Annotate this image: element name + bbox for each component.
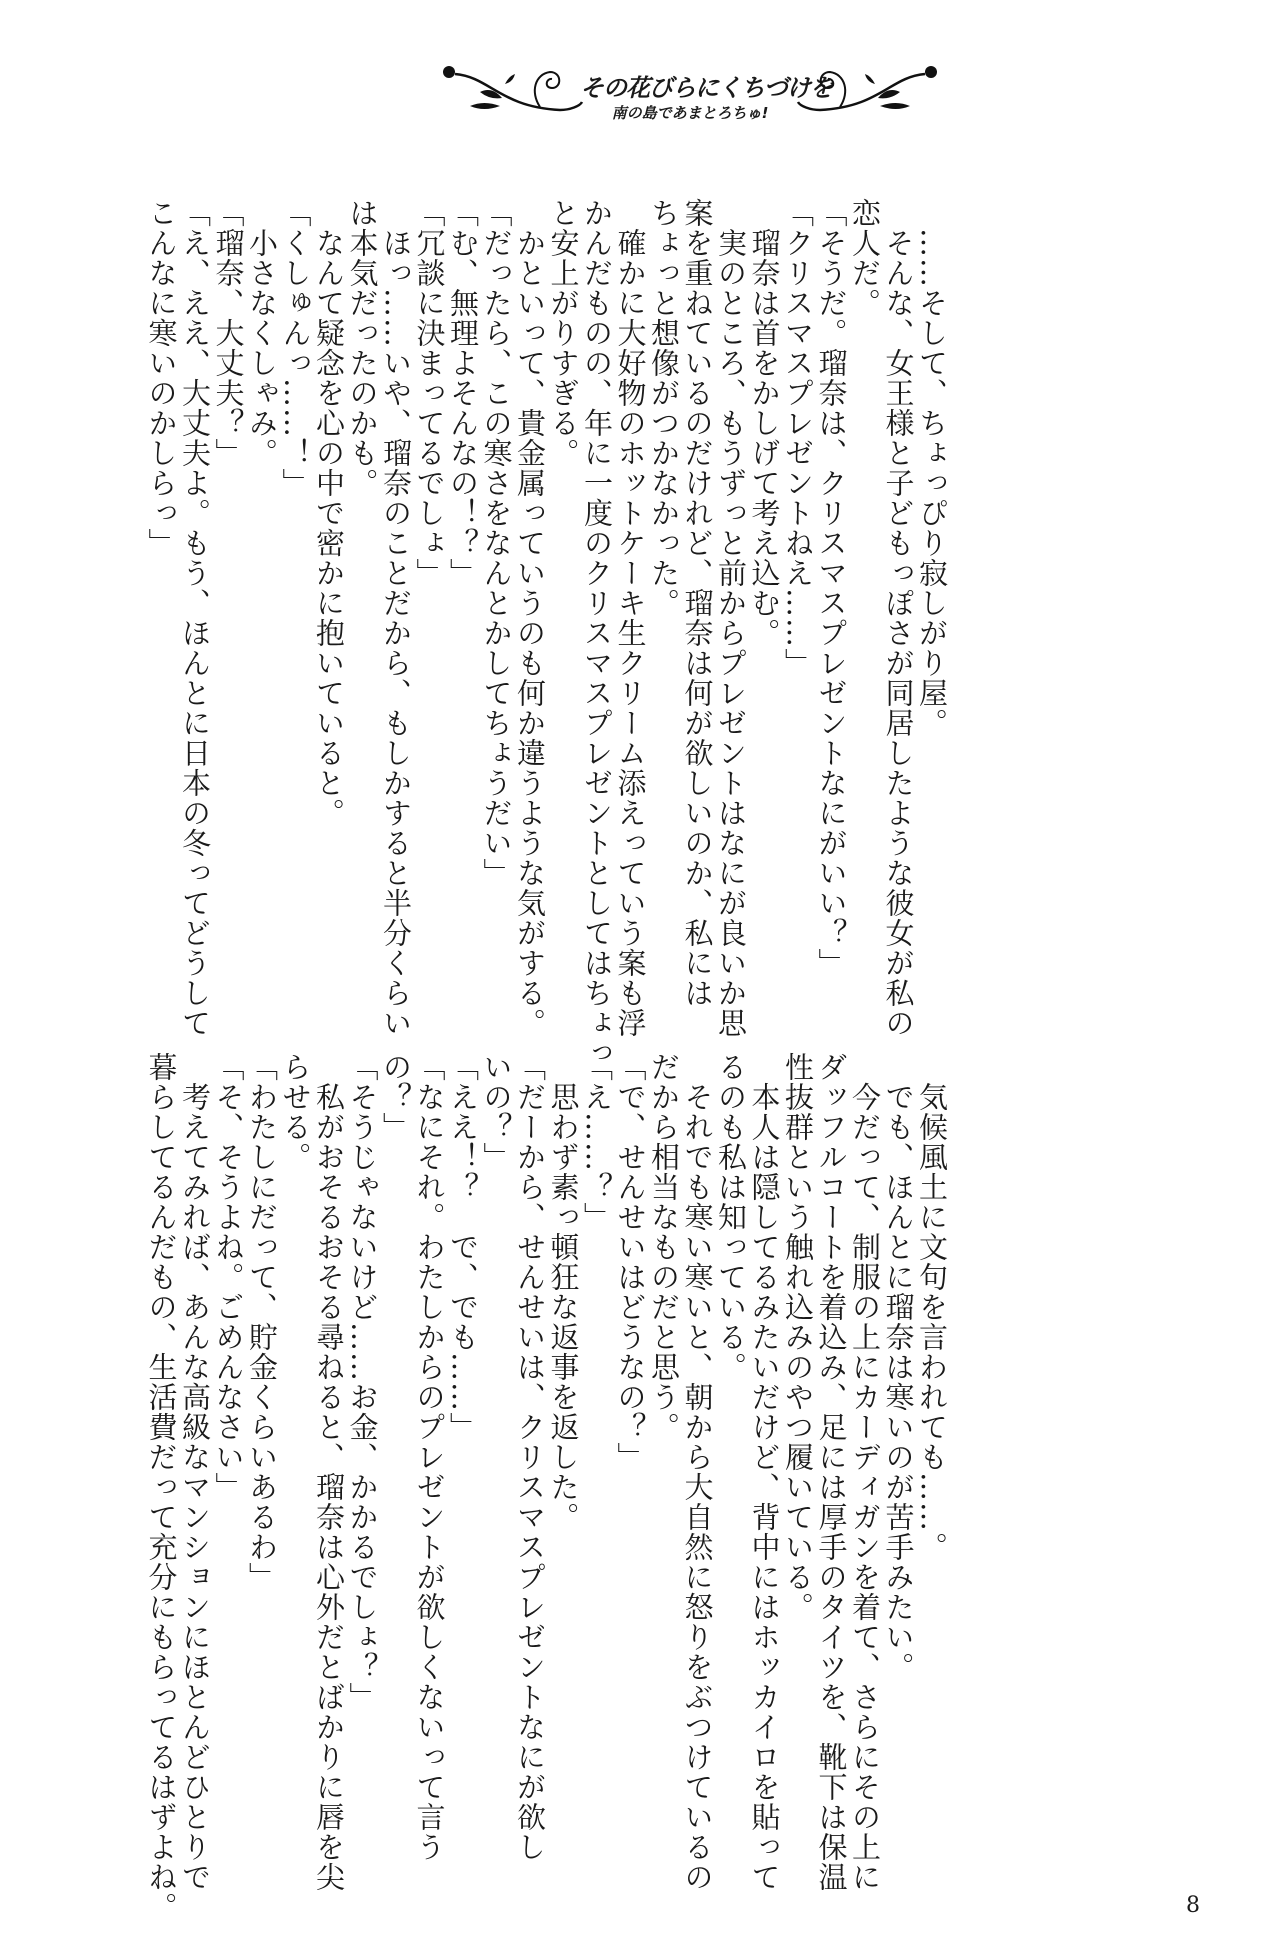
text-column: でも、ほんとに瑠奈は寒いのが苦手みたい。 [881, 1082, 916, 1682]
text-column: なんて疑念を心の中で密かに抱いていると。 [312, 228, 346, 828]
header-subtitle: 南の島であまとろちゅ! [611, 104, 769, 122]
text-column: 思わず素っ頓狂な返事を返した。 [546, 1082, 581, 1532]
running-header [440, 62, 940, 142]
text-column: 恋人だ。 [848, 198, 882, 318]
text-column: 暮らしてるんだもの、生活費だって充分にもらってるはずよね。 [144, 1052, 179, 1922]
text-column: 考えてみれば、あんな高級なマンションにほとんどひとりで [178, 1082, 212, 1892]
text-column: は本気だったのかも。 [345, 198, 380, 498]
text-column: 「そうだ。瑠奈は、クリスマスプレゼントなにがいい？」 [814, 198, 849, 978]
text-column: 気候風土に文句を言われても……。 [915, 1082, 949, 1562]
text-column: 「そ、そうよね。ごめんなさい」 [211, 1052, 246, 1502]
text-column: 「ええ！？ で、でも……」 [446, 1052, 480, 1442]
lower-text-block [144, 1052, 949, 1922]
text-column: 「クリスマスプレゼントねえ……」 [781, 198, 815, 678]
text-column: 性抜群という触れ込みのやつ履いている。 [781, 1052, 815, 1622]
right-flourish-icon [795, 62, 940, 122]
text-column: 「だったら、この寒さをなんとかしてちょうだい」 [479, 198, 514, 888]
text-column: 本人は隠してるみたいだけど、背中にはホッカイロを貼って [747, 1082, 782, 1892]
text-column: ほっ……いや、瑠奈のことだから、もしかすると半分くらい [379, 228, 413, 1038]
text-column: 「わたしにだって、貯金くらいあるわ」 [245, 1052, 279, 1592]
text-column: かといって、貴金属っていうのも何か違うような気がする。 [513, 228, 547, 1038]
text-column: 小さなくしゃみ。 [245, 228, 279, 468]
text-column: それでも寒い寒いと、朝から大自然に怒りをぶつけているの [680, 1082, 715, 1892]
text-column: 実のところ、もうずっと前からプレゼントはなにが良いか思 [714, 228, 748, 1038]
text-column: らせる。 [278, 1052, 313, 1172]
text-column: と安上がりすぎる。 [546, 198, 581, 468]
text-column: 瑠奈は首をかしげて考え込む。 [747, 228, 782, 648]
text-column: ……そして、ちょっぴり寂しがり屋。 [915, 228, 949, 738]
text-column: るのも私は知っている。 [714, 1052, 748, 1382]
text-column: 「くしゅんっ……！」 [278, 198, 313, 498]
text-column: こんなに寒いのかしらっ」 [144, 198, 179, 558]
text-column: 「冗談に決まってるでしょ」 [412, 198, 447, 588]
text-column: だから相当なものだと思う。 [647, 1052, 681, 1442]
text-column: 今だって、制服の上にカーディガンを着て、さらにその上に [848, 1082, 882, 1892]
text-column: いの？」 [479, 1052, 514, 1172]
text-column: 「なにそれ。わたしからのプレゼントが欲しくないって言う [412, 1052, 447, 1862]
text-column: 私がおそるおそる尋ねると、瑠奈は心外だとばかりに唇を尖 [312, 1082, 346, 1892]
text-column: かんだものの、年に一度のクリスマスプレゼントとしてはちょっ [580, 198, 614, 1068]
text-column: ちょっと想像がつかなかった。 [647, 198, 681, 618]
text-column: 「瑠奈、大丈夫？」 [211, 198, 246, 468]
upper-text-block [144, 198, 949, 1068]
text-column: 「そうじゃないけど……お金、かかるでしょ？」 [345, 1052, 380, 1712]
text-column: の？」 [379, 1052, 413, 1142]
text-column: 確かに大好物のホットケーキ生クリーム添えっていう案も浮 [613, 228, 648, 1038]
header-title: その花びらにくちづけを [580, 74, 833, 102]
text-column: 「え……？」 [580, 1052, 614, 1232]
text-column: 案を重ねているのだけれど、瑠奈は何が欲しいのか、私には [680, 198, 715, 1008]
text-column: 「む、無理よそんなの！？」 [446, 198, 480, 588]
text-column: そんな、女王様と子どもっぽさが同居したような彼女が私の [881, 228, 916, 1038]
text-column: ダッフルコートを着込み、足には厚手のタイツを、靴下は保温 [814, 1052, 849, 1892]
left-flourish-icon [440, 62, 585, 122]
text-column: 「だーから、せんせいは、クリスマスプレゼントなにが欲し [513, 1052, 547, 1862]
page-number: 8 [1186, 1893, 1200, 1918]
text-column: 「で、せんせいはどうなの？」 [613, 1052, 648, 1472]
text-column: 「え、ええ、大丈夫よ。もう、ほんとに日本の冬ってどうして [178, 198, 212, 1038]
